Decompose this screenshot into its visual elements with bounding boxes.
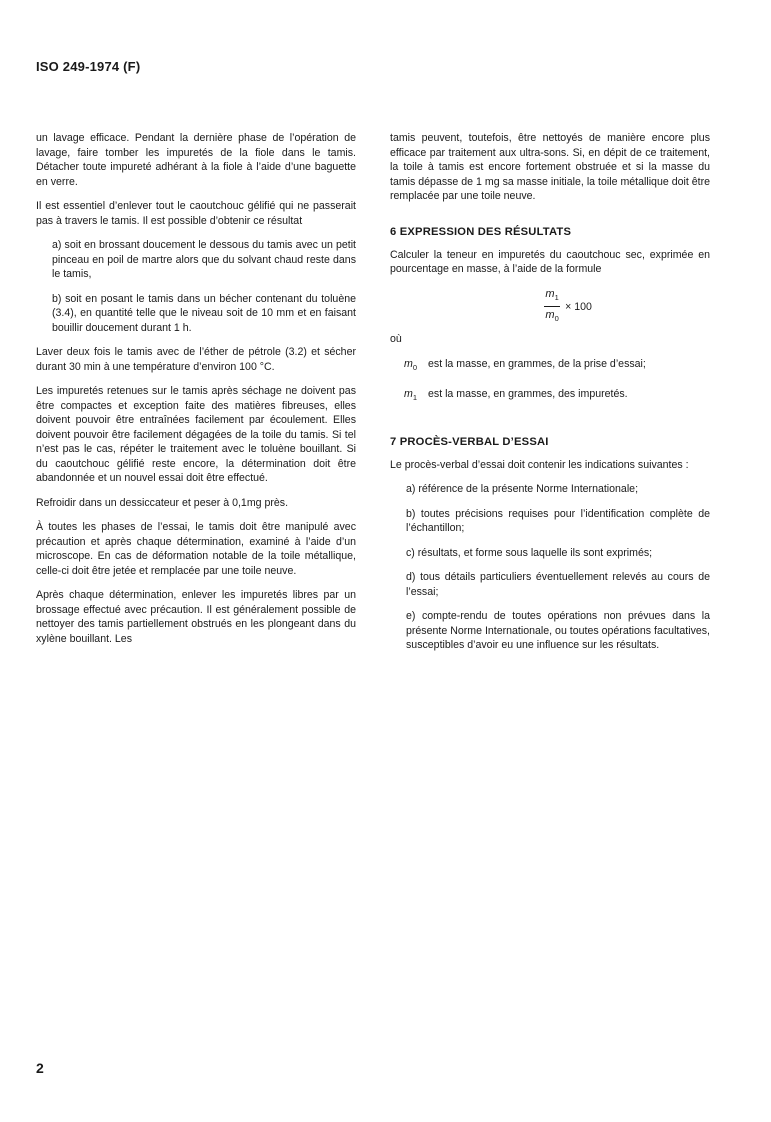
definition-m1 bbox=[404, 387, 710, 406]
formula-numerator: m bbox=[545, 287, 555, 300]
paragraph: un lavage efficace. Pendant la dernière phase de l’opération de lavage, faire tomber les impuretés de la fiole dans le tamis. Détacher toute impureté adhérant à la fiole à l’aide d’une baguette en verre. bbox=[36, 132, 356, 188]
formula-denominator-subscript: 0 bbox=[554, 314, 559, 324]
definition-text: est la masse, en grammes, des impuretés. bbox=[428, 388, 628, 401]
paragraph: Laver deux fois le tamis avec de l’éther de pétrole (3.2) et sécher durant 30 min à une température d’environ 100 °C. bbox=[36, 346, 356, 373]
list-item: d) tous détails particuliers éventuellement relevés au cours de l’essai; bbox=[406, 571, 710, 598]
fraction-bar bbox=[544, 306, 560, 307]
paragraph: Calculer la teneur en impuretés du caoutchouc sec, exprimée en pourcentage en masse, à l’aide de la formule bbox=[390, 248, 710, 275]
list-item: a) soit en brossant doucement le dessous du tamis avec un petit pinceau en poil de martre alors que du solvant chaud reste dans le tamis, bbox=[52, 239, 356, 280]
section-6-heading: 6 EXPRESSION DES RÉSULTATS bbox=[390, 225, 572, 238]
symbol: m bbox=[404, 388, 413, 401]
symbol: m bbox=[404, 357, 413, 370]
paragraph: tamis peuvent, toutefois, être nettoyés de manière encore plus efficace par traitement aux ultra-sons. Si, en dépit de ce traitement, la toile à tamis est encore fortement obstruée et si la masse du tamis dépasse de 1 mg sa masse initiale, la toile métallique doit être remplacée par une toile neuve. bbox=[390, 132, 710, 202]
page-number: 2 bbox=[36, 1060, 44, 1076]
formula bbox=[426, 287, 710, 327]
paragraph: Le procès-verbal d’essai doit contenir les indications suivantes : bbox=[390, 458, 689, 471]
definition-text: est la masse, en grammes, de la prise d’essai; bbox=[428, 357, 646, 370]
section-7-heading: 7 PROCÈS-VERBAL D’ESSAI bbox=[390, 435, 549, 448]
paragraph: Les impuretés retenues sur le tamis après séchage ne doivent pas être compactes et exception faite des matières fibreuses, elles doivent pouvoir être entraînées facilement par écoulement. Elles doivent pouvoir être facilement dégagées de la toile du tamis. Si tel n’est pas le cas, répéter le traitement avec le toluène bouillant. Si du caoutchouc gélifié reste encore, la détermination doit être abandonnée et un nouvel essai doit être effectué. bbox=[36, 385, 356, 484]
formula-numerator-subscript: 1 bbox=[554, 293, 559, 302]
paragraph: Après chaque détermination, enlever les impuretés libres par un brossage effectué avec précaution. Il est généralement possible de nettoyer des tamis partiellement obstrués en les plongeant dans du xylène bouillant. Les bbox=[36, 589, 356, 645]
symbol-subscript: 0 bbox=[412, 362, 417, 372]
right-column bbox=[390, 131, 710, 663]
list-item: b) soit en posant le tamis dans un bécher contenant du toluène (3.4), en quantité telle que le niveau soit de 10 mm et en faisant bouillir doucement durant 1 h. bbox=[52, 292, 356, 334]
formula-denominator: m bbox=[545, 309, 555, 321]
list-item: b) toutes précisions requises pour l’identification complète de l’échantillon; bbox=[406, 507, 710, 535]
list-item: c) résultats, et forme sous laquelle ils sont exprimés; bbox=[406, 546, 653, 559]
formula-fraction bbox=[544, 288, 560, 325]
paragraph: À toutes les phases de l’essai, le tamis doit être manipulé avec précaution et après chaque détermination, examiné à l’aide d’un microscope. En cas de déformation notable de la toile métallique, celle-ci doit être jetée et remplacée par une toile neuve. bbox=[36, 521, 356, 577]
list-item: e) compte-rendu de toutes opérations non prévues dans la présente Norme Internationale, ou toutes opérations facultatives, susceptibles d’avoir eu une influence sur les résultats. bbox=[406, 610, 710, 652]
definition-m0 bbox=[404, 357, 710, 376]
paragraph: Il est essentiel d’enlever tout le caoutchouc gélifié qui ne passerait pas à travers le tamis. Il est possible d’obtenir ce résultat bbox=[36, 200, 356, 227]
symbol-subscript: 1 bbox=[412, 393, 417, 403]
formula-multiplier: × 100 bbox=[565, 300, 592, 313]
list-item: a) référence de la présente Norme Internationale; bbox=[406, 483, 639, 496]
paragraph: Refroidir dans un dessiccateur et peser à 0,1mg près. bbox=[36, 496, 289, 509]
where-label: où bbox=[390, 332, 402, 345]
left-column bbox=[36, 131, 356, 656]
document-header: ISO 249-1974 (F) bbox=[36, 59, 141, 74]
